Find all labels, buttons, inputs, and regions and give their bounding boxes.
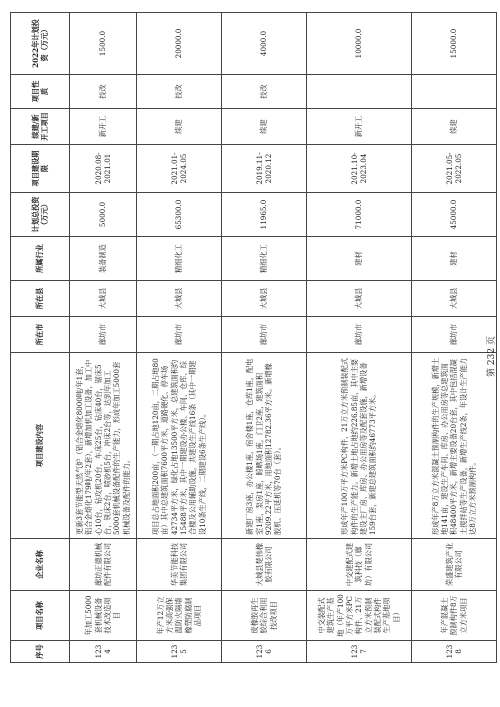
cell-content: 形成年产8万立方米混凝土预制构件的生产规模，新增土地141亩，建设生产车间、库房、办公用房等总建筑面积48400平方米，新增主要设备20台套，其中包括混凝土搅拌站等生产设备，新增生产线2条，年设计生产能力达8万立方米预制构件。 (412, 353, 497, 539)
header-content: 项目建设内容 (11, 353, 70, 539)
header-nature: 项目性质 (11, 75, 70, 109)
table-row (137, 13, 222, 663)
project-table (10, 12, 497, 663)
header-company: 企业名称 (11, 539, 70, 591)
cell-city: 廊坊市 (222, 317, 307, 353)
cell-company: 中交建配式建筑科技（廊坊）有限公司 (307, 539, 412, 591)
cell-nature: 技改 (222, 75, 307, 109)
cell-status: 新开工 (307, 109, 412, 145)
cell-nature: 技改 (70, 75, 137, 109)
cell-investment: 71000.0 (307, 193, 412, 237)
page-number: 第 232 页 (486, 336, 497, 377)
cell-status: 续建 (412, 109, 497, 145)
cell-plan2022: 10000.0 (307, 13, 412, 75)
cell-industry: 精细化工 (137, 237, 222, 281)
header-seq: 序号 (11, 641, 70, 663)
rotated-table-wrapper (10, 13, 490, 663)
cell-company: 华美节能科技集团有限公司 (137, 539, 222, 591)
cell-investment: 45000.0 (412, 193, 497, 237)
header-project-name: 项目名称 (11, 591, 70, 641)
cell-seq: 1238 (412, 641, 497, 663)
cell-seq: 1234 (70, 641, 137, 663)
cell-plan2022: 1500.0 (70, 13, 137, 75)
cell-nature: 技改 (137, 75, 222, 109)
cell-period: 2019.11-2020.12 (222, 145, 307, 193)
cell-investment: 11965.0 (222, 193, 307, 237)
header-period: 项目建设期限 (11, 145, 70, 193)
cell-period: 2021.05-2022.05 (412, 145, 497, 193)
table-row (70, 13, 137, 663)
cell-period: 2020.08-2021.01 (70, 145, 137, 193)
cell-seq: 1235 (137, 641, 222, 663)
cell-status: 续建 (222, 109, 307, 145)
cell-seq: 1236 (222, 641, 307, 663)
cell-status: 新开工 (70, 109, 137, 145)
cell-industry: 装备制造 (70, 237, 137, 281)
header-county: 所在县 (11, 281, 70, 317)
cell-industry: 建材 (307, 237, 412, 281)
cell-city: 廊坊市 (307, 317, 412, 353)
cell-city: 廊坊市 (137, 317, 222, 353)
cell-company: 荣盛建筑产业有限公司 (412, 539, 497, 591)
header-plan2022: 2022年计划投资（万元） (11, 13, 70, 75)
cell-company: 廊坊正德机械配件有限公司 (70, 539, 137, 591)
cell-content: 新建厂房3座，办公楼1座，宿舍楼1座，仓库1座，配电室1座，泵房1座，晾晒场1座，门卫2座，建筑面积9209.22平方米，用地面积12782.36平方米。新增橡胶机、压延机等70台（套）。 (222, 353, 307, 539)
cell-city: 廊坊市 (412, 317, 497, 353)
cell-plan2022: 20000.0 (137, 13, 222, 75)
cell-county: 大城县 (307, 281, 412, 317)
cell-plan2022: 15000.0 (412, 13, 497, 75)
cell-period: 2021.01-2024.05 (137, 145, 222, 193)
cell-content: 项目总占地面积200亩，（一期占地120亩，二期占地80亩）其中总建筑面积7600平方米，道路硬化、停车场42734平方米，绿化占地13500平方米，总建筑面积约15488平方米，其中一期建设办公楼、车间、仓库、综合楼及公用辅助设施，共建设生产线16条（其中一期建设10条生产线，二期建设6条生产线）。 (137, 353, 222, 539)
cell-project-name: 废橡胶再生胶综合利用技改项目 (222, 591, 307, 641)
cell-content: 形成年产100万平方米PC构件、21万立方米预制装配式构件的生产能力。新增土地占地约226.85亩，其中主要建设主厂房、库房、办公用房等及配套设施，新增设备159台套，新建总建筑面积约46773平方米。 (307, 353, 412, 539)
cell-company: 大城县楚伟橡胶有限公司 (222, 539, 307, 591)
cell-investment: 5000.0 (70, 193, 137, 237)
cell-industry: 精细化工 (222, 237, 307, 281)
cell-content: 更新3套节能型天然气炉（铝合金熔化8000吨/年1套，铝合金熔化179吨/年2套），新增加机加工设备，加工中心10台，钻攻机20台，车床25台，钻床40台，锯床5台，铣床2台，喷砂机5台，冲床2台等，达到年加工5000套机械设备配件的生产能力，形成年加工5000套机械设备及配件的能力。 (70, 353, 137, 539)
table-row (307, 13, 412, 663)
cell-investment: 65300.0 (137, 193, 222, 237)
cell-county: 大城县 (137, 281, 222, 317)
header-city: 所在市 (11, 317, 70, 353)
cell-county: 大城县 (70, 281, 137, 317)
cell-status: 续建 (137, 109, 222, 145)
cell-industry: 建材 (412, 237, 497, 281)
header-investment: 计划总投资（万元） (11, 193, 70, 237)
cell-project-name: 年产混凝土预制构件8万立方米项目 (412, 591, 497, 641)
cell-project-name: 年产12万立方米高强保温防火隔墙橡塑防腐制品项目 (137, 591, 222, 641)
cell-project-name: 中交装配式建筑生产基地（年产100万平方米PC构件、21万立方米预制装配式构件生产基地项目） (307, 591, 412, 641)
table-header-row (11, 13, 70, 663)
cell-plan2022: 4000.0 (222, 13, 307, 75)
cell-county: 大城县 (222, 281, 307, 317)
table-row (222, 13, 307, 663)
cell-county: 大城县 (412, 281, 497, 317)
cell-nature (412, 75, 497, 109)
cell-project-name: 年加工5000套机械设备技术改造项目 (70, 591, 137, 641)
cell-period: 2021.10-2023.04 (307, 145, 412, 193)
cell-nature (307, 75, 412, 109)
cell-seq: 1237 (307, 641, 412, 663)
header-industry: 所属行业 (11, 237, 70, 281)
cell-city: 廊坊市 (70, 317, 137, 353)
header-status: 续建/新开工项目 (11, 109, 70, 145)
